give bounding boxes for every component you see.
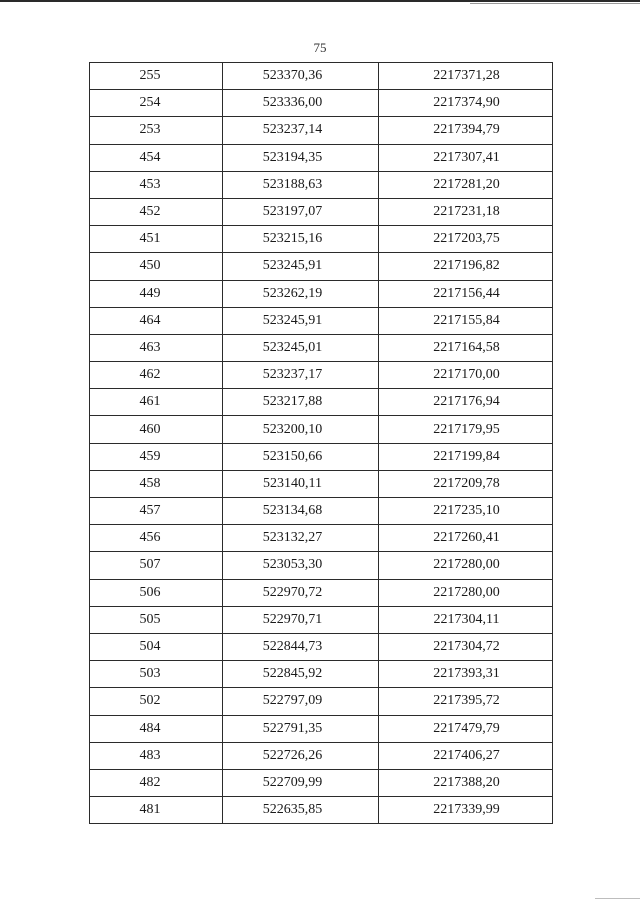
y-coordinate-cell: 2217393,31 [379,661,553,688]
point-number-cell: 484 [90,715,223,742]
table-row [90,253,553,280]
x-coordinate-cell: 523200,10 [223,416,379,443]
x-coordinate-cell: 523217,88 [223,389,379,416]
y-coordinate-cell: 2217176,94 [379,389,553,416]
table-row [90,769,553,796]
y-coordinate-cell: 2217388,20 [379,769,553,796]
table-row [90,470,553,497]
y-coordinate-cell: 2217280,00 [379,579,553,606]
y-coordinate-cell: 2217394,79 [379,117,553,144]
x-coordinate-cell: 523150,66 [223,443,379,470]
table-row [90,498,553,525]
point-number-cell: 458 [90,470,223,497]
x-coordinate-cell: 522635,85 [223,797,379,824]
point-number-cell: 453 [90,171,223,198]
point-number-cell: 450 [90,253,223,280]
point-number-cell: 255 [90,63,223,90]
y-coordinate-cell: 2217281,20 [379,171,553,198]
y-coordinate-cell: 2217179,95 [379,416,553,443]
point-number-cell: 481 [90,797,223,824]
y-coordinate-cell: 2217406,27 [379,742,553,769]
x-coordinate-cell: 522709,99 [223,769,379,796]
point-number-cell: 463 [90,334,223,361]
table-row [90,661,553,688]
table-row [90,389,553,416]
x-coordinate-cell: 523197,07 [223,198,379,225]
x-coordinate-cell: 523262,19 [223,280,379,307]
y-coordinate-cell: 2217371,28 [379,63,553,90]
table-row [90,443,553,470]
table-row [90,280,553,307]
y-coordinate-cell: 2217209,78 [379,470,553,497]
point-number-cell: 253 [90,117,223,144]
scan-edge-mark [470,3,640,4]
table-row [90,144,553,171]
x-coordinate-cell: 523188,63 [223,171,379,198]
point-number-cell: 464 [90,307,223,334]
y-coordinate-cell: 2217260,41 [379,525,553,552]
y-coordinate-cell: 2217164,58 [379,334,553,361]
table-row [90,606,553,633]
table-row [90,307,553,334]
x-coordinate-cell: 523245,91 [223,253,379,280]
table-row [90,63,553,90]
table-row [90,362,553,389]
y-coordinate-cell: 2217307,41 [379,144,553,171]
table-row [90,552,553,579]
point-number-cell: 454 [90,144,223,171]
y-coordinate-cell: 2217170,00 [379,362,553,389]
y-coordinate-cell: 2217231,18 [379,198,553,225]
x-coordinate-cell: 522845,92 [223,661,379,688]
point-number-cell: 504 [90,633,223,660]
point-number-cell: 503 [90,661,223,688]
page-number: 75 [313,40,327,55]
table-row [90,90,553,117]
y-coordinate-cell: 2217203,75 [379,226,553,253]
point-number-cell: 254 [90,90,223,117]
y-coordinate-cell: 2217156,44 [379,280,553,307]
table-row [90,633,553,660]
point-number-cell: 505 [90,606,223,633]
table-row [90,171,553,198]
x-coordinate-cell: 523132,27 [223,525,379,552]
point-number-cell: 456 [90,525,223,552]
point-number-cell: 482 [90,769,223,796]
table-row [90,742,553,769]
y-coordinate-cell: 2217479,79 [379,715,553,742]
table-row [90,715,553,742]
point-number-cell: 451 [90,226,223,253]
table-row [90,334,553,361]
x-coordinate-cell: 523245,91 [223,307,379,334]
scan-edge-mark-bottom [595,898,640,899]
y-coordinate-cell: 2217374,90 [379,90,553,117]
x-coordinate-cell: 523140,11 [223,470,379,497]
x-coordinate-cell: 523194,35 [223,144,379,171]
x-coordinate-cell: 522970,71 [223,606,379,633]
point-number-cell: 507 [90,552,223,579]
point-number-cell: 461 [90,389,223,416]
table-row [90,226,553,253]
x-coordinate-cell: 523245,01 [223,334,379,361]
point-number-cell: 462 [90,362,223,389]
y-coordinate-cell: 2217304,11 [379,606,553,633]
x-coordinate-cell: 523370,36 [223,63,379,90]
point-number-cell: 460 [90,416,223,443]
point-number-cell: 483 [90,742,223,769]
x-coordinate-cell: 523336,00 [223,90,379,117]
x-coordinate-cell: 523237,17 [223,362,379,389]
table-row [90,688,553,715]
point-number-cell: 459 [90,443,223,470]
y-coordinate-cell: 2217395,72 [379,688,553,715]
table-row [90,525,553,552]
table-row [90,797,553,824]
y-coordinate-cell: 2217196,82 [379,253,553,280]
point-number-cell: 457 [90,498,223,525]
x-coordinate-cell: 522844,73 [223,633,379,660]
scan-edge-top [0,0,640,2]
x-coordinate-cell: 523237,14 [223,117,379,144]
y-coordinate-cell: 2217304,72 [379,633,553,660]
table-row [90,416,553,443]
table-row [90,117,553,144]
x-coordinate-cell: 522797,09 [223,688,379,715]
point-number-cell: 502 [90,688,223,715]
y-coordinate-cell: 2217199,84 [379,443,553,470]
x-coordinate-cell: 522970,72 [223,579,379,606]
point-number-cell: 452 [90,198,223,225]
x-coordinate-cell: 523215,16 [223,226,379,253]
point-number-cell: 449 [90,280,223,307]
coordinates-table [89,62,553,824]
x-coordinate-cell: 522726,26 [223,742,379,769]
table-row [90,198,553,225]
y-coordinate-cell: 2217235,10 [379,498,553,525]
table-row [90,579,553,606]
y-coordinate-cell: 2217339,99 [379,797,553,824]
y-coordinate-cell: 2217155,84 [379,307,553,334]
point-number-cell: 506 [90,579,223,606]
y-coordinate-cell: 2217280,00 [379,552,553,579]
x-coordinate-cell: 522791,35 [223,715,379,742]
x-coordinate-cell: 523134,68 [223,498,379,525]
x-coordinate-cell: 523053,30 [223,552,379,579]
coordinates-table-body [90,63,553,824]
